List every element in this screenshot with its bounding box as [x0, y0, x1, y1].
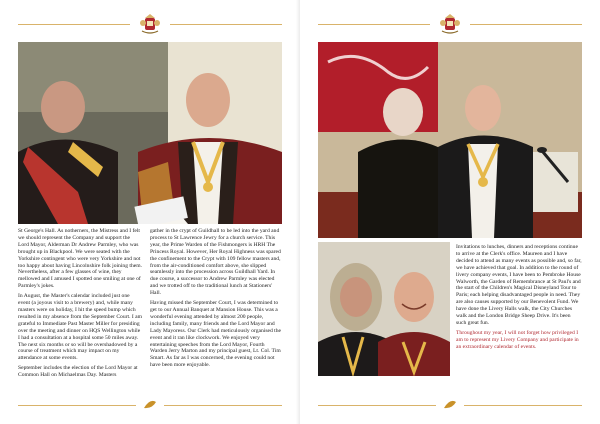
header-rule-left	[18, 24, 130, 25]
photo-speech-presentation	[318, 42, 582, 238]
header-rule-right	[470, 24, 582, 25]
left-paragraph-2: In August, the Master's calendar included just one event (a joyous visit to a brewery) and, while many masters were on holiday, I hit the speed bump which resulted in my absence from the September Court. I am grateful to Immediate Past Master Miller for presiding over the meeting and dinner on HQS Wellington while I had a consultation at a hospital some 50 miles away. The next six months or so will be overshadowed by a course of treatment which may impact on my attendance at some events.	[18, 293, 142, 362]
right-closing-paragraph: Throughout my year, I will not forget how privileged I am to represent my Livery Company and participate in an extraordinary calendar of events.	[456, 329, 579, 350]
header-rule-left	[318, 24, 430, 25]
left-text-column-1	[18, 228, 142, 382]
right-paragraph-1: Invitations to lunches, dinners and receptions continue to arrive at the Clerk's office. Maureen and I have decided to attend as many events as possible and, so far, we have achieved that goal. In addition to the round of livery company events, I have been to Pembroke House Walworth, the Garden of Remembrance at St Paul's and the start of the Children's Magical Disneyland Tour to Paris; each helping disadvantaged people in need. They are also causes supported by our Benevolent Fund. We have done the Livery Halls walk, the City Churches walk and the London Bridge Sheep Drive. It's been such great fun.	[456, 244, 582, 326]
company-crest-icon	[139, 11, 161, 35]
footer-rule-left	[318, 405, 436, 406]
leaf-ornament-icon	[142, 400, 158, 410]
right-text-column	[456, 244, 582, 354]
left-paragraph-1: St George's Hall. As notherners, the Mistress and I felt we should represent the Company and support the Lord Mayor, Alderman Dr Andrew Parmley, who was brought up in Blackpool. We were seated with the Yorkshire contingent who were very Yorkshire and not too happy about having Lincolnshire folk joining them. Nevertheless, after a few glasses of wine, they mellowed and I amused I spotted one smiling at one of Parmley's jokes.	[18, 228, 142, 290]
footer-rule-left	[18, 405, 136, 406]
company-crest-icon	[439, 11, 461, 35]
leaf-ornament-icon	[442, 400, 458, 410]
header-rule-right	[170, 24, 282, 25]
photo-robing-ceremony	[18, 42, 282, 224]
footer-rule-right	[464, 405, 582, 406]
left-paragraph-3: September includes the election of the Lord Mayor at Common Hall on Michaelmas Day. Masters	[18, 365, 138, 379]
right-page	[300, 0, 600, 424]
footer-rule-right	[164, 405, 282, 406]
photo-liverymen-portrait	[318, 242, 450, 376]
left-text-column-2	[150, 228, 282, 372]
left-paragraph-5: Having missed the September Court, I was determined to get to our Annual Banquet at Mansion House. This was a wonderful evening attended by almost 200 people, including family, many friends and the Lord Mayor and Lady Mayoress. Our Clerk had meticulously organised the event and it ran like clockwork. We enjoyed very entertaining speeches from the Lord Mayor, Fourth Warden Jerry Marton and my principal guest, Lt. Col. Tim Smart. As far as I was concerned, the evening could not have been more enjoyable.	[150, 300, 282, 369]
left-paragraph-4: gather in the crypt of Guildhall to be led into the yard and process to St Lawrence Jewry for a church service. This year, the Prime Warden of the Fishmongers is HRH The Princess Royal. However, Her Royal Highness was spared the confinement to the Crypt with 109 fellow masters and, from the air-conditioned comfort above, she slipped seamlessly into the procession across Guildhall Yard. In due course, a successor to Andrew Parmley was elected and we trotted off to the traditional lunch at Stationers' Hall.	[150, 228, 281, 297]
